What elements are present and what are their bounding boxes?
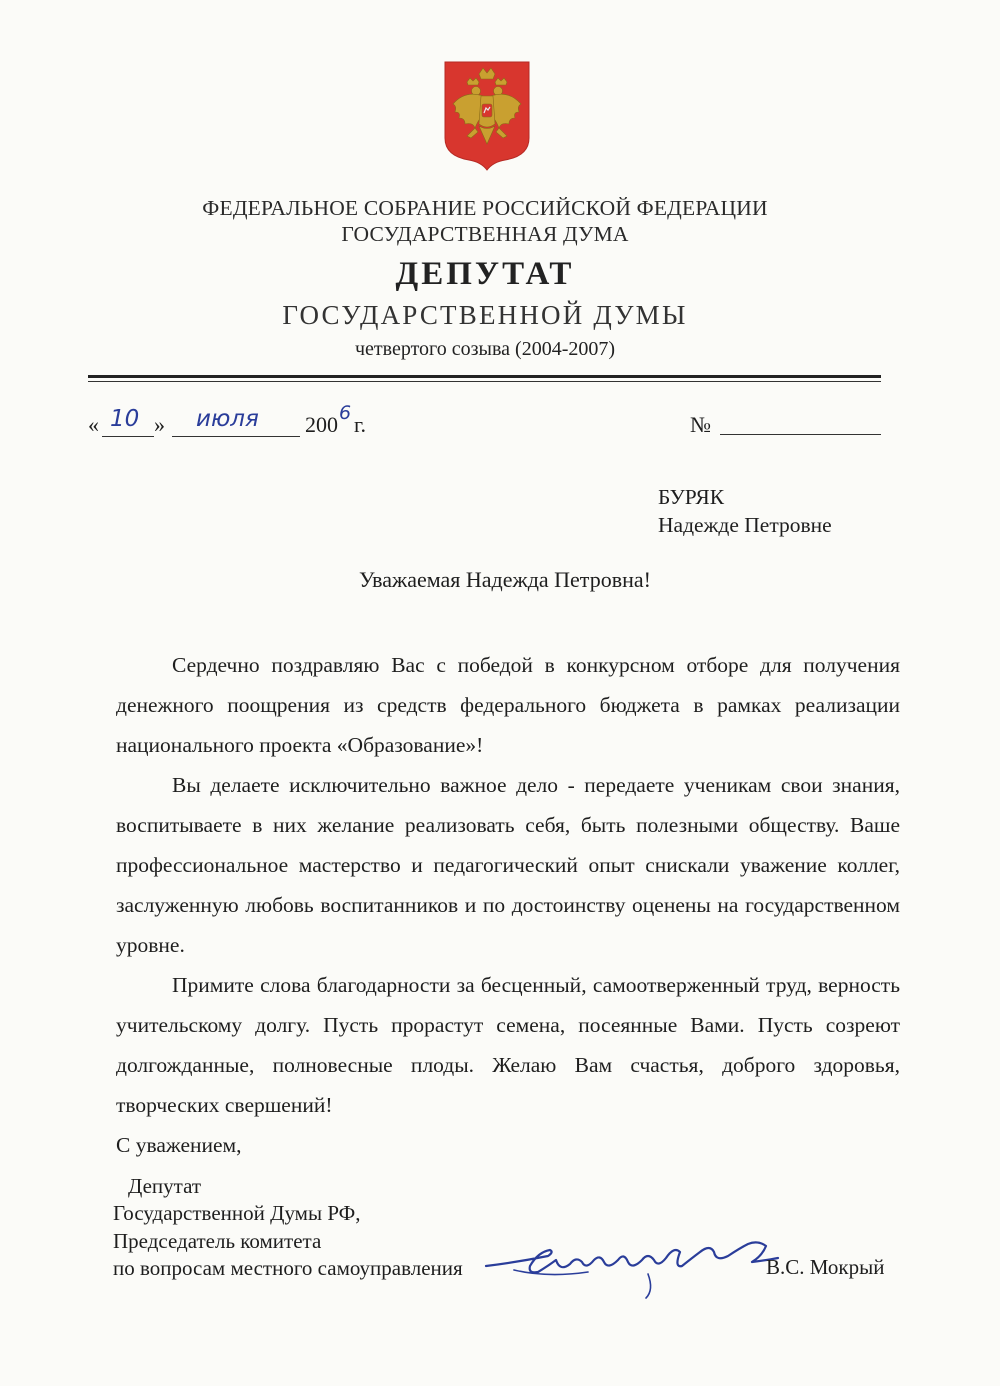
recipient-surname: БУРЯК — [658, 485, 725, 509]
date-year-handwritten: 6 — [339, 402, 352, 424]
letterhead-title: ДЕПУТАТ — [395, 256, 575, 292]
date-day: 10 — [110, 406, 140, 432]
signatory-line4: по вопросам местного самоуправления — [113, 1256, 463, 1280]
header-rule-thick — [88, 375, 881, 378]
signatory-name: В.С. Мокрый — [766, 1255, 885, 1279]
handwritten-signature — [478, 1222, 788, 1302]
closing: С уважением, — [116, 1133, 242, 1157]
org-name-line1: ФЕДЕРАЛЬНОЕ СОБРАНИЕ РОССИЙСКОЙ ФЕДЕРАЦИИ — [202, 196, 768, 220]
body-paragraph: Вы делаете исключительно важное дело - передаете ученикам свои знания, воспитываете в них желание реализовать себя, быть полезными обществу. Ваше профессиональное мастерство и педагогический опыт снискали уважение коллег, заслуженную любовь воспитанников и по достоинству оценены на государственном уровне. — [116, 773, 900, 957]
coat-of-arms-icon — [443, 60, 531, 172]
date-month-underline — [172, 436, 300, 437]
body-paragraph: Примите слова благодарности за бесценный, самоотверженный труд, верность учительскому долгу. Пусть прорастут семена, посеянные Вами. Пусть созреют долгожданные, полновесные плоды. Желаю Вам счастья, доброго здоровья, творческих свершений! — [116, 973, 900, 1117]
date-suffix: г. — [354, 412, 367, 437]
signatory-line1: Депутат — [128, 1174, 202, 1198]
convocation: четвертого созыва (2004-2007) — [354, 338, 616, 360]
letter-date — [88, 402, 418, 442]
org-name-line2: ГОСУДАРСТВЕННАЯ ДУМА — [341, 222, 629, 246]
number-label: № — [690, 412, 711, 437]
number-underline — [720, 434, 881, 435]
date-close-quote: » — [154, 412, 165, 437]
date-day-underline — [102, 436, 154, 437]
header-rule-thin — [88, 381, 881, 382]
recipient-name: Надежде Петровне — [658, 513, 832, 537]
letterhead-subtitle: ГОСУДАРСТВЕННОЙ ДУМЫ — [282, 300, 688, 330]
letter-number — [690, 410, 890, 440]
date-month: июля — [196, 406, 259, 432]
signatory-line2: Государственной Думы РФ, — [113, 1201, 361, 1225]
signatory-line3: Председатель комитета — [113, 1229, 322, 1253]
date-year-printed: 200 — [305, 412, 338, 437]
greeting: Уважаемая Надежда Петровна! — [359, 567, 651, 592]
date-open-quote: « — [88, 412, 99, 437]
letter-body — [116, 645, 900, 1125]
body-paragraph: Сердечно поздравляю Вас с победой в конкурсном отборе для получения денежного поощрения из средств федерального бюджета в рамках реализации национального проекта «Образование»! — [116, 653, 900, 757]
